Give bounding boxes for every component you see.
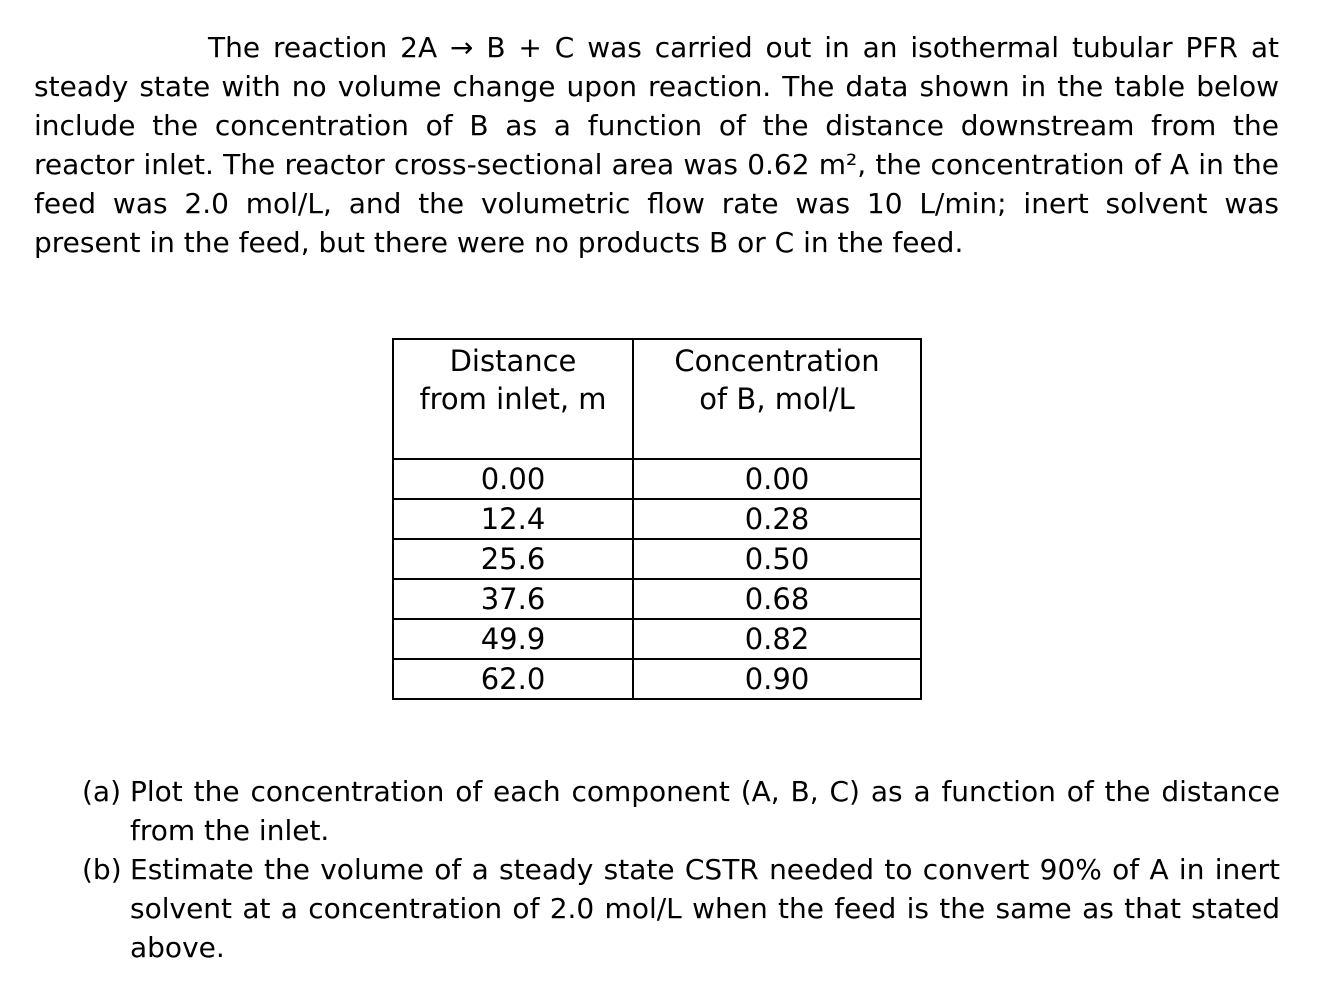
- concentration-cell: 0.50: [633, 539, 921, 579]
- distance-header-line2: from inlet, m: [419, 382, 607, 416]
- table-row: [393, 579, 921, 619]
- concentration-column-header: [633, 339, 921, 459]
- question-text: Plot the concentration of each component (A, B, C) as a function of the distance from the inlet.: [130, 775, 1280, 847]
- distance-cell: 0.00: [393, 459, 633, 499]
- table-row: [393, 539, 921, 579]
- question-list: [82, 772, 1280, 967]
- table-row: [393, 499, 921, 539]
- distance-cell: 37.6: [393, 579, 633, 619]
- concentration-cell: 0.00: [633, 459, 921, 499]
- distance-cell: 49.9: [393, 619, 633, 659]
- concentration-cell: 0.82: [633, 619, 921, 659]
- concentration-cell: 0.90: [633, 659, 921, 699]
- table-row: [393, 619, 921, 659]
- problem-statement: The reaction 2A → B + C was carried out in an isothermal tubular PFR at steady state with no volume change upon reaction. The data shown in the table below include the concentration of B as a function of the distance downstream from the reactor inlet. The reactor cross-sectional area was 0.62 m², the concentration of A in the feed was 2.0 mol/L, and the volumetric flow rate was 10 L/min; inert solvent was present in the feed, but there were no products B or C in the feed.: [34, 31, 1279, 259]
- reactor-data-table: [392, 338, 922, 700]
- table-row: [393, 659, 921, 699]
- question-label: (b): [82, 853, 122, 886]
- table-header-row: [393, 339, 921, 459]
- distance-column-header: [393, 339, 633, 459]
- distance-header-line1: Distance: [449, 344, 577, 378]
- concentration-cell: 0.28: [633, 499, 921, 539]
- distance-cell: 62.0: [393, 659, 633, 699]
- table-row: [393, 459, 921, 499]
- concentration-cell: 0.68: [633, 579, 921, 619]
- question-text: Estimate the volume of a steady state CSTR needed to convert 90% of A in inert solvent at a concentration of 2.0 mol/L when the feed is the same as that stated above.: [130, 853, 1280, 964]
- question-item-a: [82, 772, 1280, 850]
- distance-cell: 12.4: [393, 499, 633, 539]
- question-label: (a): [82, 775, 122, 808]
- distance-cell: 25.6: [393, 539, 633, 579]
- question-item-b: [82, 850, 1280, 967]
- concentration-header-line2: of B, mol/L: [699, 382, 855, 416]
- concentration-header-line1: Concentration: [674, 344, 880, 378]
